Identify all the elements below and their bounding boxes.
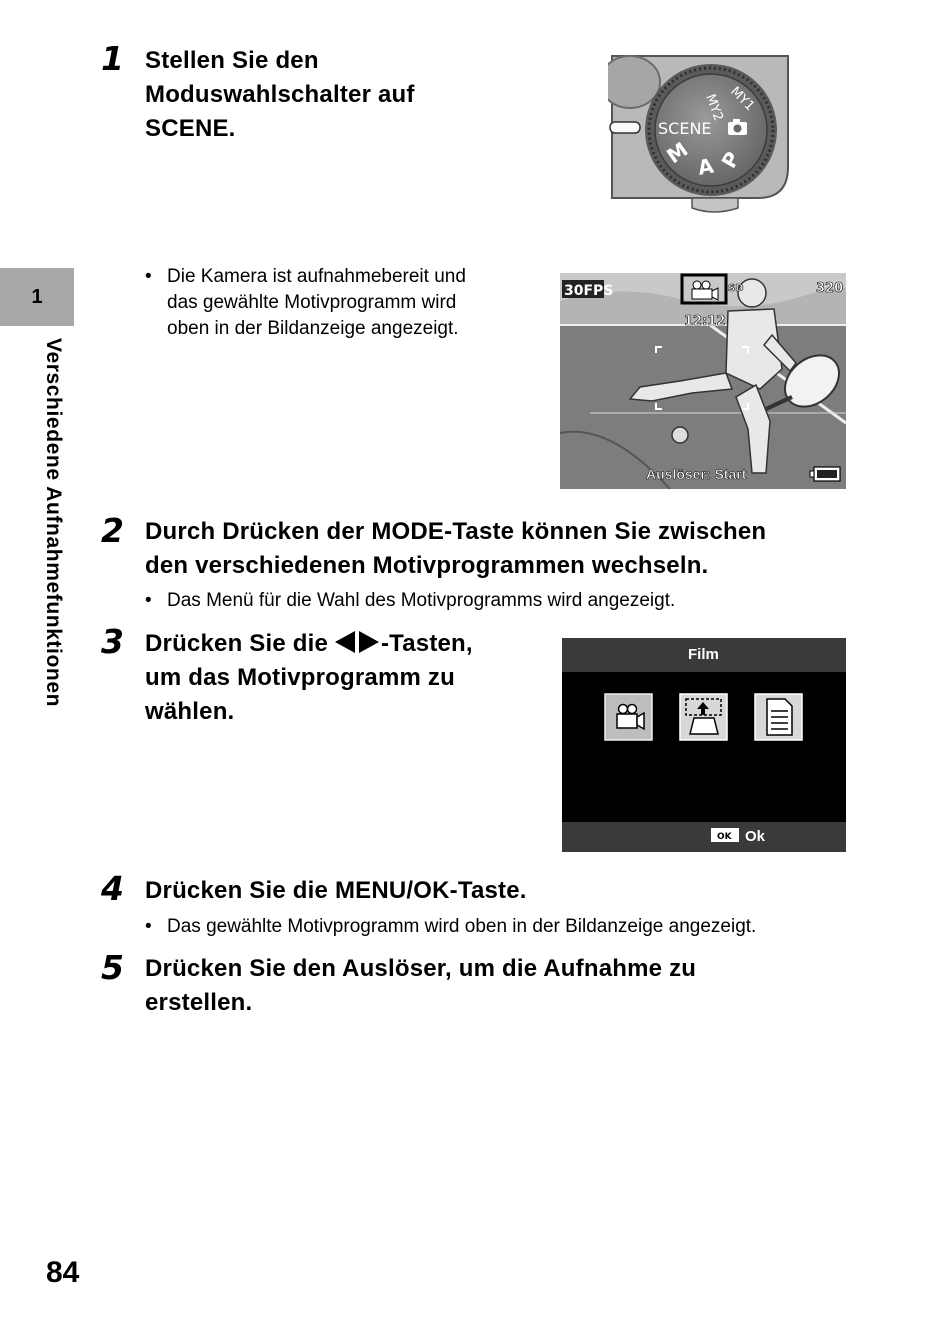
dial-label-my1: MY1 <box>727 84 758 115</box>
menu-title: Film <box>688 646 719 663</box>
step-2-number: 2 <box>101 511 124 550</box>
mode-dial-illustration <box>608 52 796 218</box>
movie-camera-icon <box>605 694 652 740</box>
step-4-text: Drücken Sie die MENU/OK-Taste. <box>145 877 527 904</box>
dial-label-p: P <box>716 147 745 173</box>
dial-label-m: M <box>662 137 693 169</box>
battery-icon <box>810 467 840 481</box>
step-2-bullet: • Das Menü für die Wahl des Motivprogramms wird angezeigt. <box>145 590 676 611</box>
dial-label-my2: MY2 <box>702 92 726 124</box>
recording-time: 12:12 <box>684 314 726 329</box>
ok-key: OK <box>717 832 732 842</box>
step-4-bullet: • Das gewählte Motivprogramm wird oben in der Bildanzeige angezeigt. <box>145 916 757 937</box>
chapter-title: Verschiedene Aufnahmefunktionen <box>42 338 65 708</box>
ok-label: Ok <box>745 828 766 845</box>
scene-menu-illustration <box>562 638 846 852</box>
remaining-count: 320 <box>816 281 844 296</box>
viewfinder-illustration <box>560 273 846 489</box>
step-1-text: Stellen Sie den Moduswahlschalter auf SCENE. <box>145 47 415 142</box>
step-1-bullet: • Die Kamera ist aufnahmebereit und das gewählte Motivprogramm wird oben in der Bildanzeige angezeigt. <box>145 266 466 339</box>
memory-indicator: SD <box>728 283 744 294</box>
step-3-number: 3 <box>101 622 124 661</box>
chapter-number: 1 <box>31 286 43 308</box>
dial-label-a: A <box>696 153 716 180</box>
step-2-text: Durch Drücken der MODE-Taste können Sie zwischen den verschiedenen Motivprogrammen wechseln. <box>145 518 767 579</box>
step-1-number: 1 <box>101 39 124 78</box>
text-mode-icon <box>755 694 802 740</box>
step-4-number: 4 <box>101 869 124 908</box>
step-3-text: Drücken Sie die -Tasten, um das Motivprogramm zu wählen. <box>145 630 473 725</box>
fps-indicator: 30FPS <box>564 283 614 299</box>
step-5-number: 5 <box>101 948 124 987</box>
step-5-text: Drücken Sie den Auslöser, um die Aufnahme zu erstellen. <box>145 955 697 1016</box>
page-number: 84 <box>46 1256 80 1289</box>
skew-correction-icon <box>680 694 727 740</box>
left-right-arrow-keys-icon <box>335 631 381 653</box>
dial-label-scene: SCENE <box>658 119 712 138</box>
shutter-hint: Auslöser: Start <box>646 466 747 482</box>
